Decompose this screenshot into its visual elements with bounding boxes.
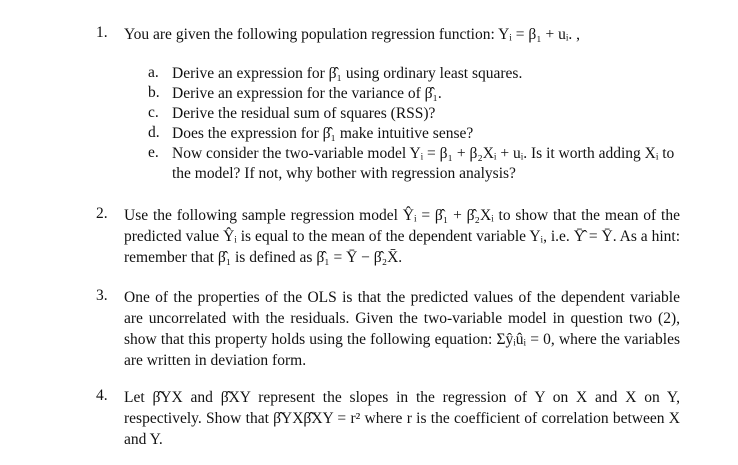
question-text: You are given the following population regression function: Yᵢ = β₁ + uᵢ. , [124, 26, 581, 43]
question-number: 3. [96, 287, 108, 304]
subpart-text: Now consider the two-variable model Yᵢ = β₁ + β₂Xᵢ + uᵢ. Is it worth adding Xᵢ to the model? If not, why bother with regression analysis? [172, 145, 675, 182]
subpart-text: Derive the residual sum of squares (RSS)? [172, 105, 436, 122]
question-text: Use the following sample regression model Ŷᵢ = β̂₁ + β̂₂Xᵢ to show that the mean of the predicted value Ŷᵢ is equal to the mean of the dependent variable Yᵢ, i.e. Ȳ̂ = Ȳ. As a hint: remember that β̂₁ is defined as β̂₁ = Ȳ − β̂₂X̄. [124, 207, 680, 266]
subpart-letter: c. [148, 104, 159, 121]
subpart-text: Does the expression for β̂₁ make intuitive sense? [172, 125, 474, 142]
subpart-letter: e. [148, 144, 159, 161]
subpart-letter: d. [148, 124, 160, 141]
question-text: One of the properties of the OLS is that the predicted values of the dependent variable are uncorrelated with the residuals. Given the two-variable model in question two (2), show that this property holds using the following equation: Σŷᵢûᵢ = 0, where the variables are written in deviation form. [124, 289, 680, 369]
question-text: Let β̂YX and β̂XY represent the slopes in the regression of Y on X and X on Y, respectively. Show that β̂YXβ̂XY = r² where r is the coefficient of correlation between X and Y. [124, 389, 680, 448]
subpart-letter: a. [148, 64, 159, 81]
question-number: 1. [96, 24, 108, 41]
question-number: 2. [96, 205, 108, 222]
subpart-letter: b. [148, 84, 160, 101]
subpart-text: Derive an expression for the variance of β̂₁. [172, 85, 442, 102]
question-number: 4. [96, 387, 108, 404]
subpart-text: Derive an expression for β̂₁ using ordinary least squares. [172, 65, 523, 82]
